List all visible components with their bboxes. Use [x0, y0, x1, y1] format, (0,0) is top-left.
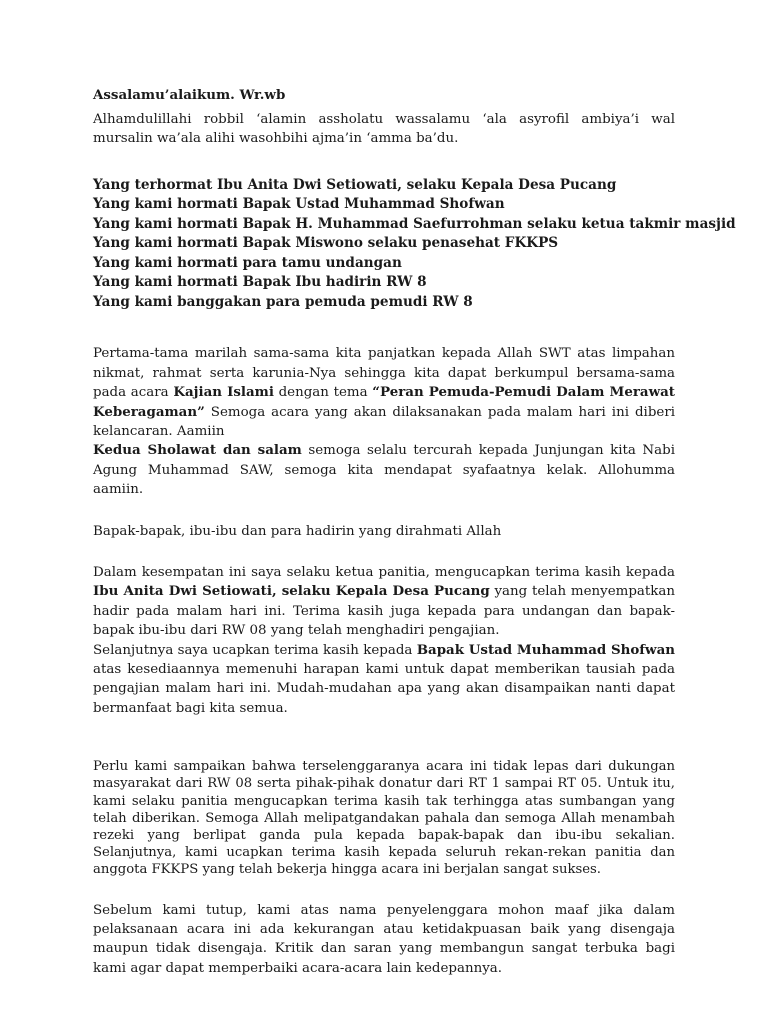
- village-head-name: Ibu Anita Dwi Setiowati, selaku Kepala Desa Pucang: [93, 583, 490, 600]
- salutation-item: Yang terhormat Ibu Anita Dwi Setiowati, selaku Kepala Desa Pucang: [93, 176, 617, 193]
- event-theme: “Peran Pemuda-Pemudi Dalam Merawat Keberagaman”: [93, 384, 675, 420]
- text-run: atas kesediaannya memenuhi harapan kami untuk dapat memberikan tausiah pada pengajian malam hari ini. Mudah-mudahan apa yang akan disampaikan nanti dapat bermanfaat bagi kita semua.: [93, 662, 675, 716]
- text-run: semoga selalu tercurah kepada Junjungan kita Nabi Agung Muhammad SAW, semoga kita mendapat syafaatnya kelak. Allohumma aamiin.: [93, 443, 675, 498]
- sholawat-lead: Kedua Sholawat dan salam: [93, 442, 302, 459]
- text-run: Pertama-tama marilah sama-sama kita panjatkan kepada Allah SWT atas limpahan nikmat, rahmat serta karunia-Nya sehingga kita dapat berkumpul bersama-sama pada acara: [93, 346, 675, 401]
- text-run: Dalam kesempatan ini saya selaku ketua panitia, mengucapkan terima kasih kepada: [93, 564, 675, 580]
- salutation-item: Yang kami banggakan para pemuda pemudi RW 8: [93, 293, 473, 310]
- salutation-item: Yang kami hormati Bapak Ustad Muhammad Shofwan: [93, 196, 505, 213]
- ustad-name: Bapak Ustad Muhammad Shofwan: [416, 641, 675, 658]
- support-paragraph: Perlu kami sampaikan bahwa terselenggaranya acara ini tidak lepas dari dukungan masyarakat dari RW 08 serta pihak-pihak donatur dari RT 1 sampai RT 05. Untuk itu, kami selaku panitia mengucapkan terima kasih tak terhingga atas sumbangan yang telah diberikan. Semoga Allah melipatgandakan pahala dan semoga Allah menambah rezeki yang berlipat ganda pula kepada bapak-bapak dan ibu-ibu sekalian. Selanjutnya, kami ucapkan terima kasih kepada seluruh rekan-rekan panitia dan anggota FKKPS yang telah bekerja hingga acara ini berjalan sangat sukses.: [93, 759, 675, 878]
- thanks-ustad-paragraph: [93, 641, 675, 719]
- text-run: dengan tema: [273, 385, 373, 401]
- text-run: Selanjutnya saya ucapkan terima kasih kepada: [93, 642, 417, 658]
- salutation-item: Yang kami hormati para tamu undangan: [93, 254, 402, 271]
- sholawat-paragraph: [93, 441, 675, 499]
- gratitude-paragraph: [93, 344, 675, 441]
- salutation-item: Yang kami hormati Bapak H. Muhammad Saefurrohman selaku ketua takmir masjid: [93, 215, 736, 232]
- address-line: Bapak-bapak, ibu-ibu dan para hadirin yang dirahmati Allah: [93, 523, 502, 539]
- closing-paragraph: Sebelum kami tutup, kami atas nama penyelenggara mohon maaf jika dalam pelaksanaan acara ini ada kekurangan atau ketidakpuasan baik yang disengaja maupun tidak disengaja. Kritik dan saran yang membangun sangat terbuka bagi kami agar dapat memperbaiki acara-acara lain kedepannya.: [93, 902, 675, 976]
- text-run: Semoga acara yang akan dilaksanakan pada malam hari ini diberi kelancaran. Aamiin: [93, 404, 675, 439]
- salutation-item: Yang kami hormati Bapak Ibu hadirin RW 8: [93, 274, 427, 291]
- greeting-heading: Assalamu’alaikum. Wr.wb: [93, 87, 286, 103]
- salutation-list: [93, 176, 736, 313]
- opening-paragraph: Alhamdulillahi robbil ‘alamin assholatu wassalamu ‘ala asyrofil ambiya’i wal mursalin wa’ala alihi wasohbihi ajma’in ‘amma ba’du.: [93, 112, 675, 147]
- document-page: [93, 86, 736, 978]
- event-name: Kajian Islami: [173, 384, 274, 401]
- thanks-village-head-paragraph: [93, 563, 675, 641]
- text-run: yang telah menyempatkan hadir pada malam hari ini. Terima kasih juga kepada para undangan dan bapak-bapak ibu-ibu dari RW 08 yang telah menghadiri pengajian.: [93, 584, 675, 639]
- salutation-item: Yang kami hormati Bapak Miswono selaku penasehat FKKPS: [93, 235, 559, 252]
